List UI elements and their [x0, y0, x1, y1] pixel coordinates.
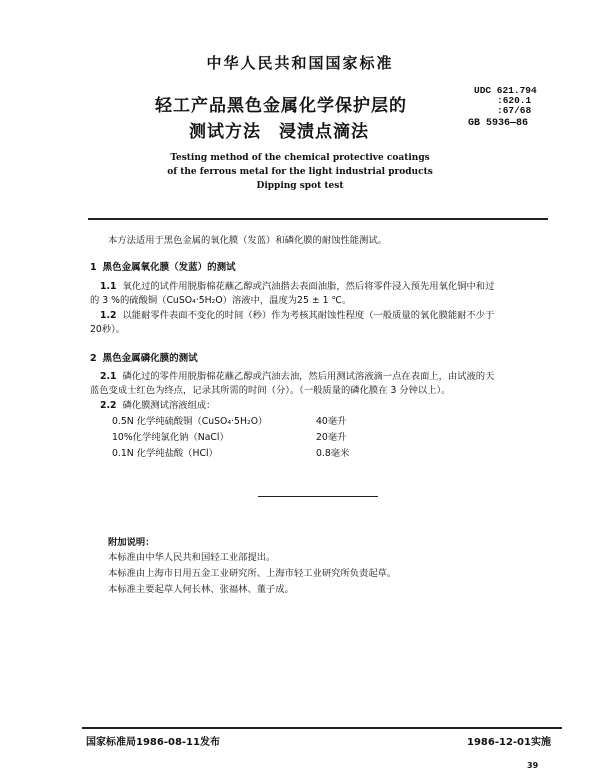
notes-line: 本标准主要起草人何长林、张福林、董子成。: [108, 584, 294, 595]
para-1-1-line2: 的 3 %的硫酸铜（CuSO₄·5H₂O）溶液中，温度为25 ± 1 ℃。: [90, 295, 352, 306]
solution-item-name: 0.1N 化学纯盐酸（HCl）: [112, 448, 218, 459]
solution-item-amount: 40毫升: [316, 416, 347, 427]
para-2-1-text: 磷化过的零件用脱脂棉花蘸乙醇或汽油去油，然后用测试溶液滴一点在表面上，由试液的天: [122, 371, 495, 382]
english-title-line3: Dipping spot test: [256, 181, 344, 191]
udc-code-line1: UDC 621.794: [474, 85, 537, 96]
section-2-title: 黑色金属磷化膜的测试: [102, 353, 198, 364]
solution-item-amount: 20毫升: [316, 432, 347, 443]
english-title-line2: of the ferrous metal for the light industrial products: [167, 167, 433, 177]
para-1-1-number: 1.1: [100, 281, 117, 292]
section-1-title: 黑色金属氧化膜（发蓝）的测试: [102, 262, 236, 273]
solution-item-name: 0.5N 化学纯硫酸铜（CuSO₄·5H₂O）: [112, 416, 268, 427]
section-divider: [258, 496, 378, 497]
top-rule: [88, 218, 548, 220]
para-1-2-number: 1.2: [100, 310, 117, 321]
gb-number: GB 5936—86: [468, 118, 529, 129]
udc-code-line3: :67/68: [497, 105, 532, 116]
title-line2: 测试方法 浸渍点滴法: [189, 122, 369, 142]
effective-date: 1986-12-01实施: [467, 737, 551, 748]
para-2-2: [100, 399, 215, 413]
para-2-1-line2: 蓝色变成士红色为终点，记录其所需的时间（分）。（一般质量的磷化膜在 3 分钟以上）。: [90, 385, 451, 396]
notes-line: 本标准由中华人民共和国轻工业部提出。: [108, 552, 276, 563]
notes-line: 本标准由上海市日用五金工业研究所、上海市轻工业研究所负责起草。: [108, 568, 397, 579]
solution-item-amount: 0.8毫米: [316, 448, 350, 459]
section-2-heading: [90, 350, 198, 364]
para-2-1-line1: [100, 370, 494, 384]
issue-date: 国家标准局1986-08-11发布: [86, 737, 220, 748]
intro-paragraph: 本方法适用于黑色金属的氧化膜（发蓝）和磷化膜的耐蚀性能测试。: [108, 235, 387, 246]
para-1-2-line1: [100, 309, 494, 323]
page-number: 39: [527, 761, 539, 770]
standard-header: 中华人民共和国国家标准: [206, 54, 394, 72]
footer-rule: [82, 727, 562, 729]
para-1-1-line1: [100, 280, 494, 294]
solution-item-name: 10%化学纯氯化钠（NaCl）: [112, 432, 229, 443]
english-title-line1: Testing method of the chemical protective coatings: [170, 153, 430, 163]
para-2-1-number: 2.1: [100, 371, 117, 382]
udc-code-line2: :620.1: [497, 95, 532, 106]
para-2-2-number: 2.2: [100, 400, 117, 411]
para-1-2-text: 以能耐零件表面不变化的时间（秒）作为考核其耐蚀性程度（一般质量的氧化膜能耐不少于: [122, 310, 495, 321]
section-1-number: 1: [90, 262, 97, 273]
section-1-heading: [90, 259, 236, 273]
para-1-2-line2: 20秒）。: [90, 324, 126, 335]
para-2-2-text: 磷化膜测试溶液组成：: [122, 400, 216, 411]
notes-heading: 附加说明：: [108, 537, 155, 548]
title-line1: 轻工产品黑色金属化学保护层的: [155, 96, 407, 116]
para-1-1-text: 氧化过的试件用脱脂棉花蘸乙醇或汽油揩去表面油脂，然后将零件浸入预先用氧化铜中和过: [122, 281, 495, 292]
section-2-number: 2: [90, 353, 97, 364]
